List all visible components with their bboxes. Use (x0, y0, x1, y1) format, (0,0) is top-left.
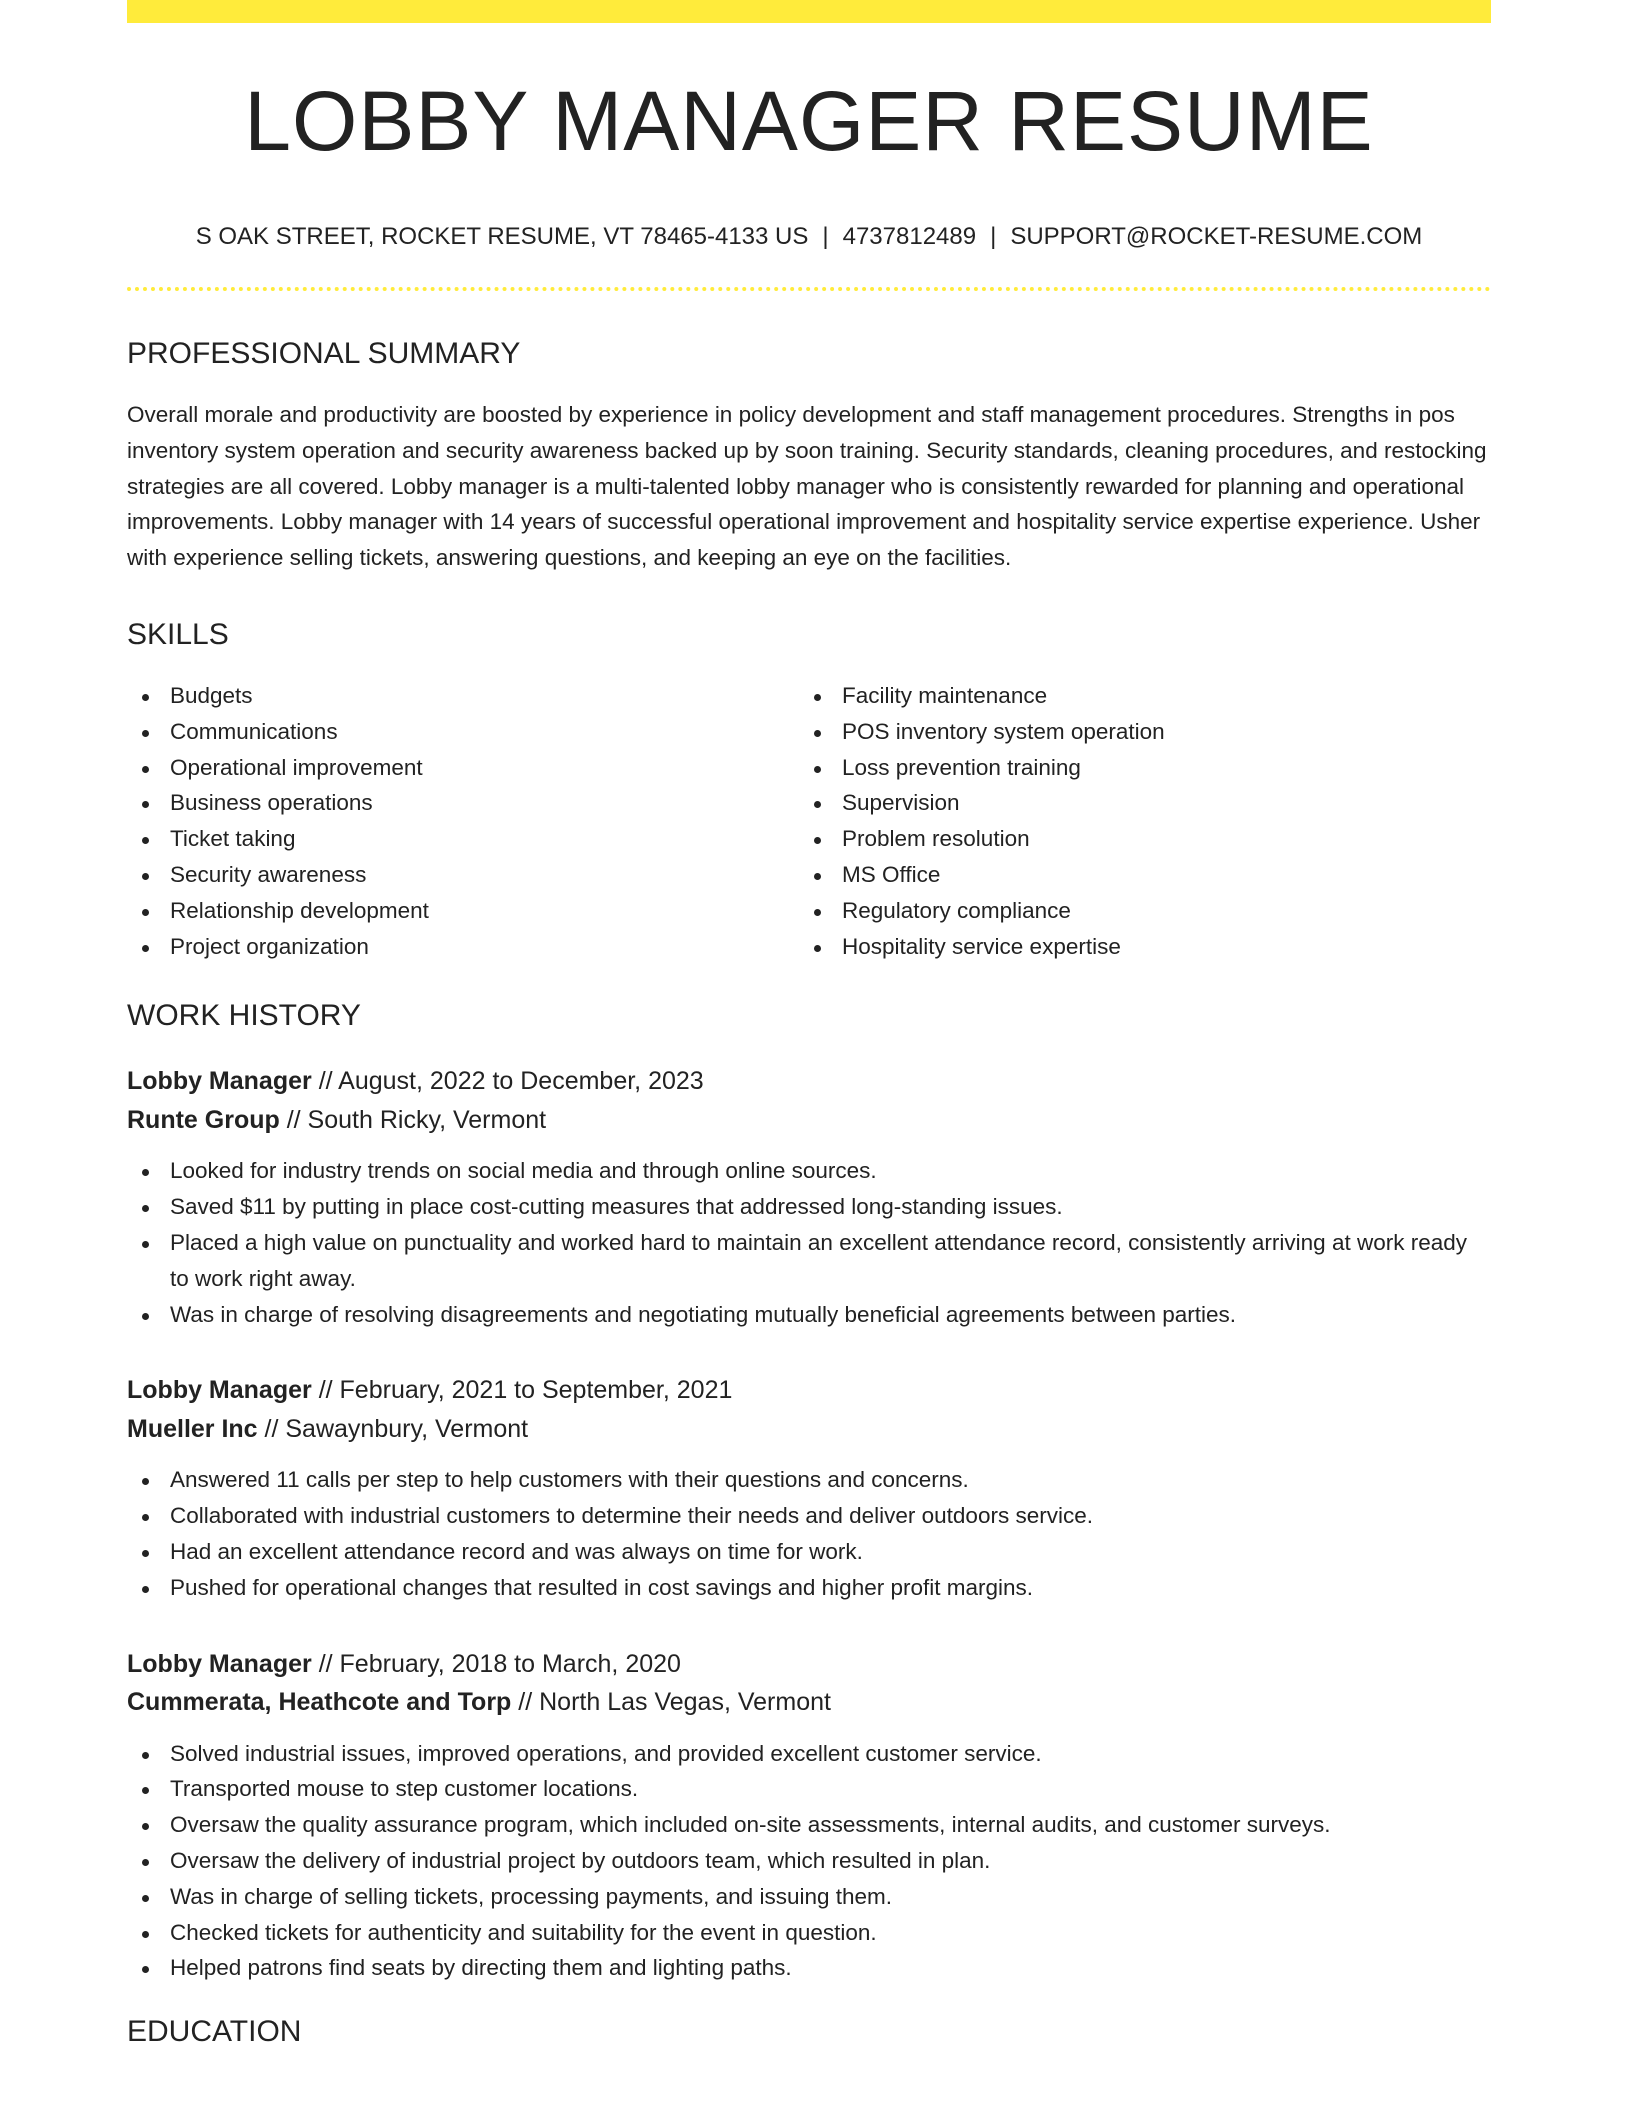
contact-address: S OAK STREET, ROCKET RESUME, VT 78465-4133 US (195, 223, 809, 250)
skills-column-left (127, 678, 799, 964)
job-dates: // February, 2021 to September, 2021 (318, 1376, 733, 1405)
job-location: // North Las Vegas, Vermont (518, 1688, 831, 1717)
job-duties (127, 1153, 1491, 1332)
work-history-heading: WORK HISTORY (127, 999, 361, 1033)
job-duty: Helped patrons find seats by directing them and lighting paths. (127, 1950, 1491, 1986)
job-location: // Sawaynbury, Vermont (264, 1414, 529, 1443)
job-title: Lobby Manager (127, 1649, 312, 1678)
skill-item: Business operations (127, 785, 799, 821)
job-duty: Was in charge of selling tickets, processing payments, and issuing them. (127, 1879, 1491, 1915)
job-location: // South Ricky, Vermont (286, 1105, 547, 1134)
skill-item: Supervision (799, 785, 1471, 821)
resume-page (127, 0, 1491, 2047)
contact-line (127, 225, 1491, 249)
job-duty: Placed a high value on punctuality and worked hard to maintain an excellent attendance record, consistently arriving at work ready to work right away. (127, 1225, 1491, 1297)
skills-list (127, 678, 1491, 964)
job-company: Mueller Inc (127, 1414, 258, 1443)
job-duty: Solved industrial issues, improved operations, and provided excellent customer service. (127, 1736, 1491, 1772)
skill-item: Facility maintenance (799, 678, 1471, 714)
education-heading: EDUCATION (127, 2015, 302, 2049)
contact-phone: 4737812489 (842, 223, 977, 250)
contact-separator: | (990, 223, 997, 250)
job-duty: Checked tickets for authenticity and suitability for the event in question. (127, 1915, 1491, 1951)
job-dates: // August, 2022 to December, 2023 (318, 1067, 704, 1096)
job-title-line (127, 1062, 1491, 1101)
job-duty: Oversaw the delivery of industrial project by outdoors team, which resulted in plan. (127, 1843, 1491, 1879)
job-entry (127, 1062, 1491, 1332)
resume-title: LOBBY MANAGER RESUME (244, 74, 1374, 168)
job-duties (127, 1462, 1491, 1605)
job-title-line (127, 1371, 1491, 1410)
job-company: Runte Group (127, 1105, 280, 1134)
skill-item: Hospitality service expertise (799, 929, 1471, 965)
job-title-line (127, 1645, 1491, 1684)
skill-item: POS inventory system operation (799, 714, 1471, 750)
skill-item: Ticket taking (127, 821, 799, 857)
job-entry (127, 1371, 1491, 1605)
skill-item: Operational improvement (127, 750, 799, 786)
contact-email: SUPPORT@ROCKET-RESUME.COM (1010, 223, 1423, 250)
skill-item: Budgets (127, 678, 799, 714)
skill-item: MS Office (799, 857, 1471, 893)
summary-text: Overall morale and productivity are boosted by experience in policy development and staff management procedures. Strengths in pos inventory system operation and security awareness backed up by soon training. Security standards, cleaning procedures, and restocking strategies are all covered. Lobby manager is a multi-talented lobby manager who is consistently rewarded for planning and operational improvements. Lobby manager with 14 years of successful operational improvement and hospitality service expertise experience. Usher with experience selling tickets, answering questions, and keeping an eye on the facilities. (127, 402, 1487, 571)
skill-item: Relationship development (127, 893, 799, 929)
job-duty: Collaborated with industrial customers to determine their needs and deliver outdoors service. (127, 1498, 1491, 1534)
skill-item: Loss prevention training (799, 750, 1471, 786)
contact-separator: | (822, 223, 829, 250)
job-dates: // February, 2018 to March, 2020 (318, 1649, 681, 1678)
job-duty: Saved $11 by putting in place cost-cutting measures that addressed long-standing issues. (127, 1189, 1491, 1225)
job-duty: Answered 11 calls per step to help customers with their questions and concerns. (127, 1462, 1491, 1498)
job-duty: Pushed for operational changes that resulted in cost savings and higher profit margins. (127, 1570, 1491, 1606)
job-entry (127, 1645, 1491, 1987)
skills-column-right (799, 678, 1471, 964)
job-duty: Was in charge of resolving disagreements and negotiating mutually beneficial agreements between parties. (127, 1297, 1491, 1333)
job-title: Lobby Manager (127, 1376, 312, 1405)
skill-item: Security awareness (127, 857, 799, 893)
job-company-line (127, 1410, 1491, 1449)
top-accent-bar (127, 0, 1491, 23)
skill-item: Regulatory compliance (799, 893, 1471, 929)
header-divider (127, 287, 1491, 291)
skill-item: Communications (127, 714, 799, 750)
job-duty: Oversaw the quality assurance program, which included on-site assessments, internal audits, and customer surveys. (127, 1807, 1491, 1843)
job-duties (127, 1736, 1491, 1987)
summary-heading: PROFESSIONAL SUMMARY (127, 337, 521, 370)
job-duty: Had an excellent attendance record and was always on time for work. (127, 1534, 1491, 1570)
job-company-line (127, 1683, 1491, 1722)
skill-item: Project organization (127, 929, 799, 965)
job-company-line (127, 1101, 1491, 1140)
job-title: Lobby Manager (127, 1067, 312, 1096)
job-duty: Looked for industry trends on social media and through online sources. (127, 1153, 1491, 1189)
job-company: Cummerata, Heathcote and Torp (127, 1688, 512, 1717)
skills-heading: SKILLS (127, 617, 229, 651)
skill-item: Problem resolution (799, 821, 1471, 857)
job-duty: Transported mouse to step customer locations. (127, 1771, 1491, 1807)
